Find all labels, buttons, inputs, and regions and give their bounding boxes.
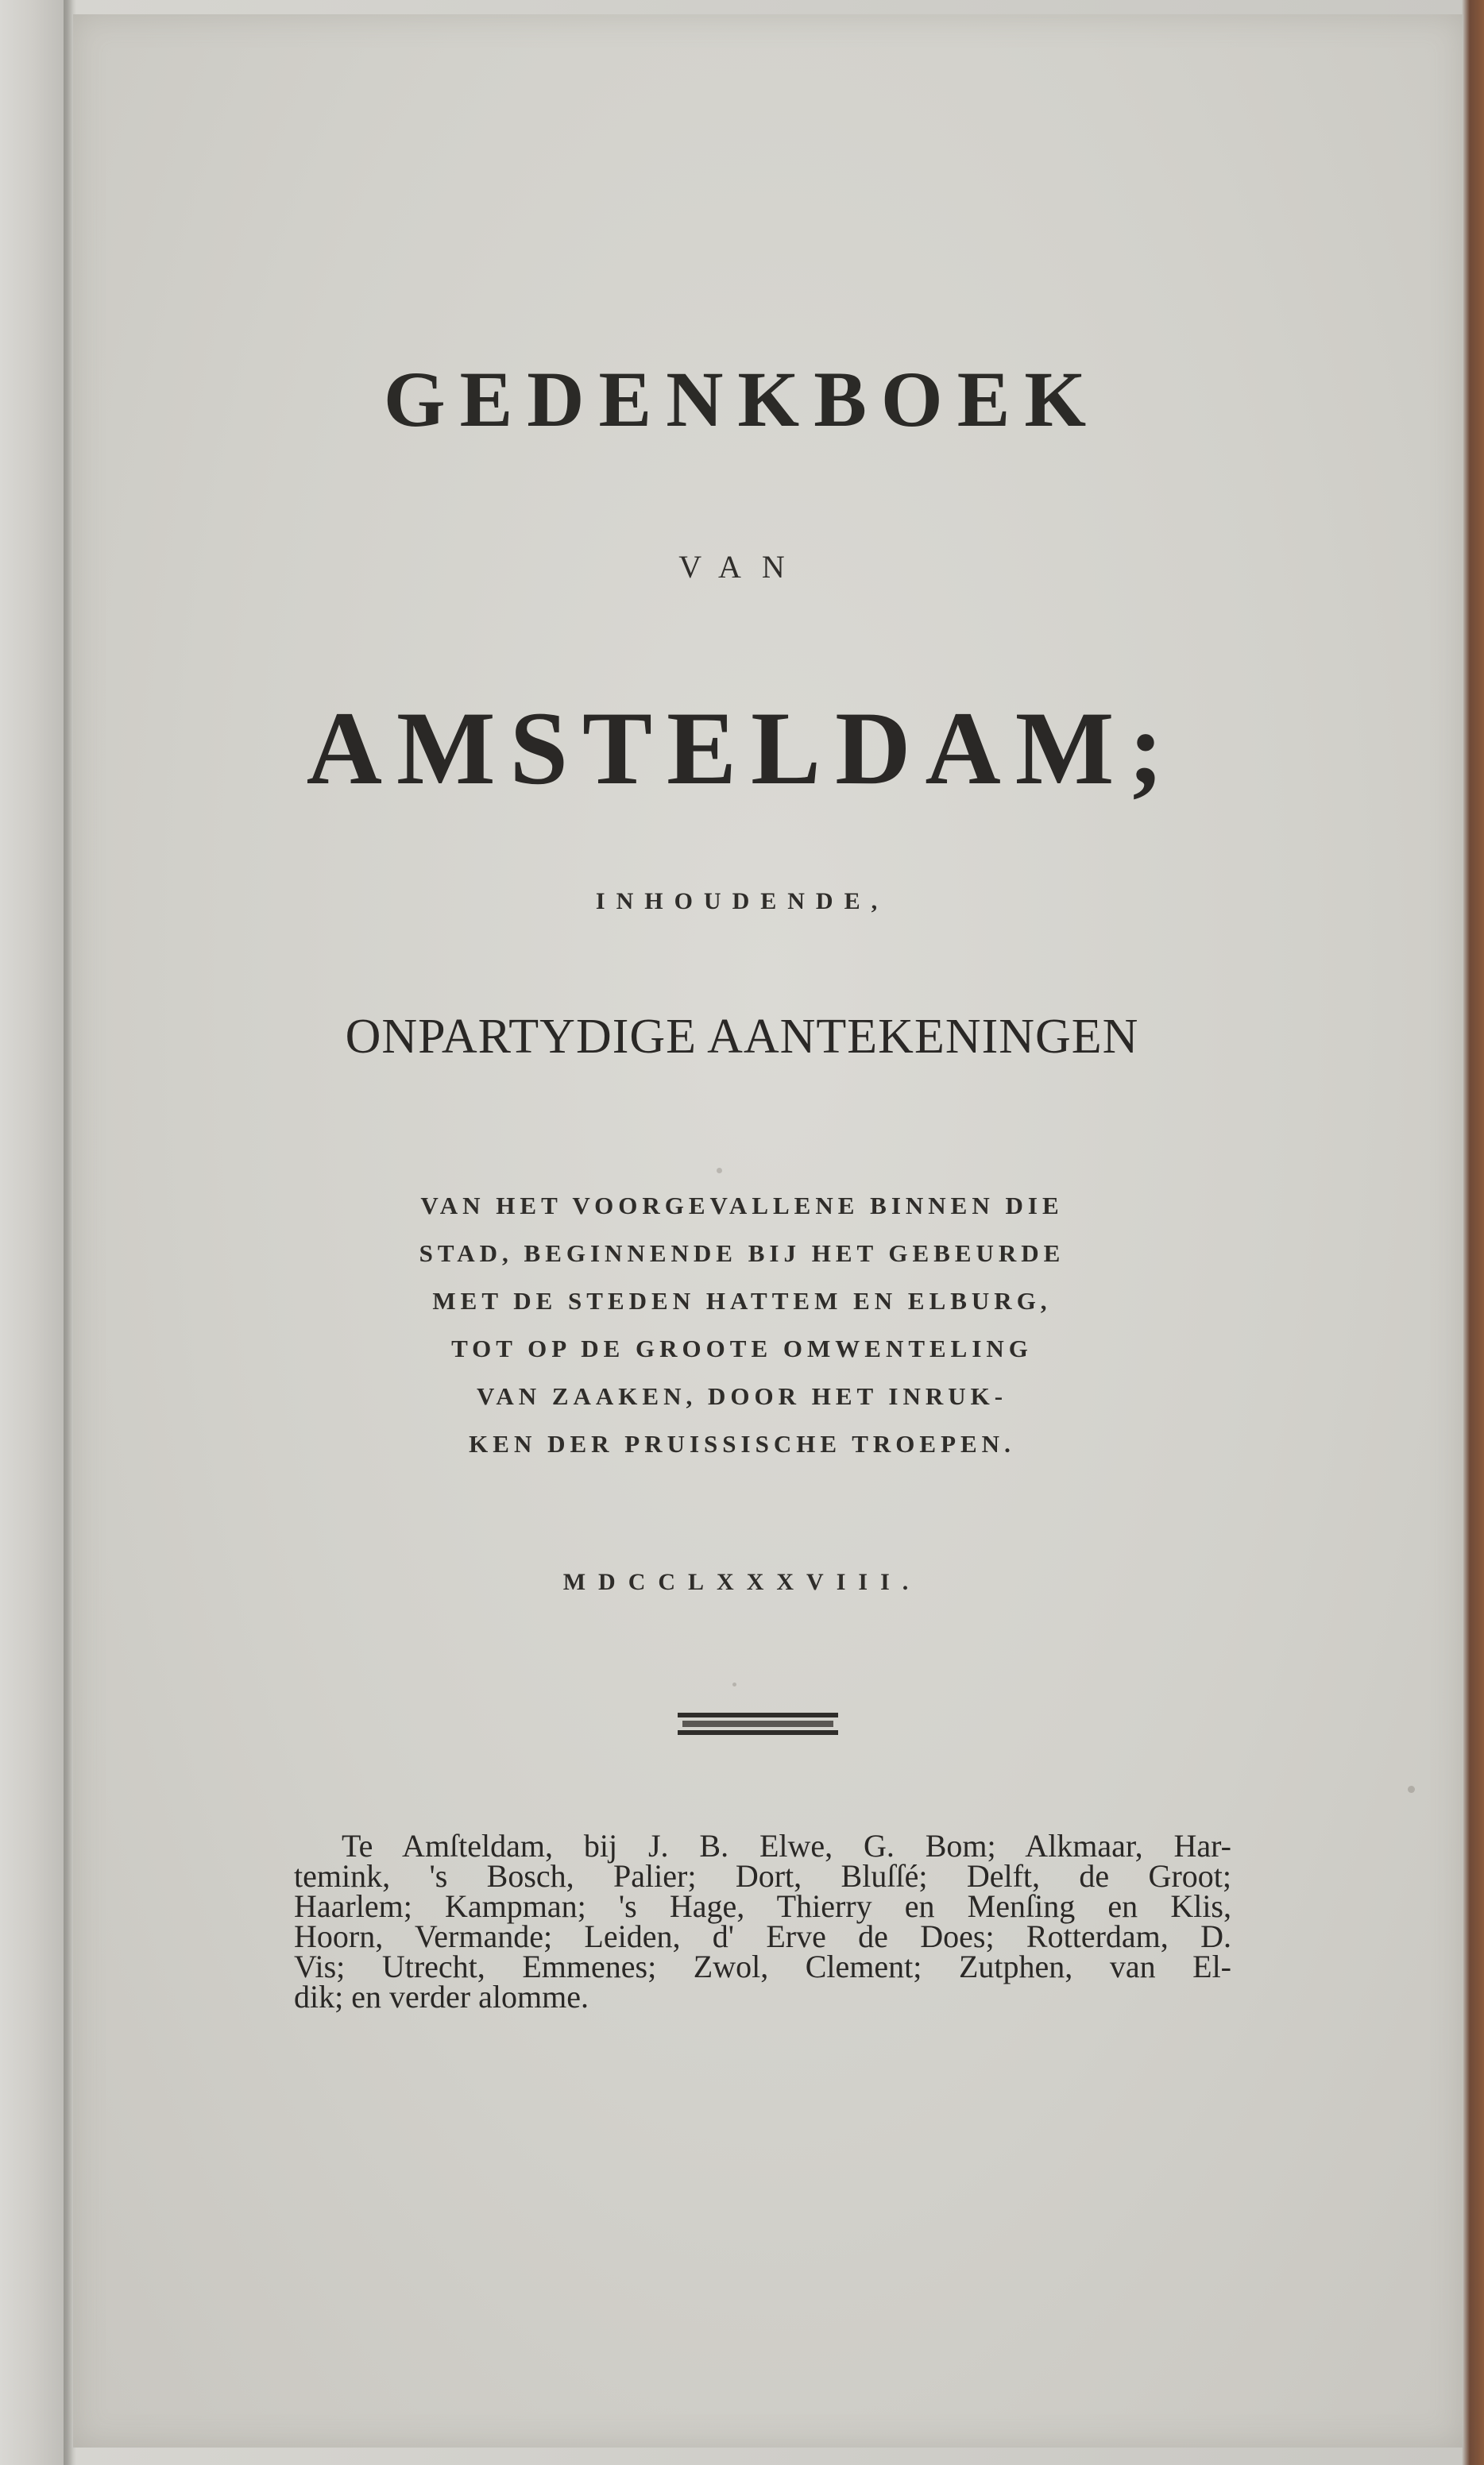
- city-title: AMSTELDAM;: [306, 690, 1178, 806]
- rule-bar: [682, 1721, 833, 1727]
- book-title: GEDENKBOEK: [383, 355, 1101, 443]
- inhoudende-label: INHOUDENDE,: [595, 888, 889, 914]
- subtitle: ONPARTYDIGE AANTEKENINGEN: [345, 1010, 1139, 1064]
- foxing-spot: [717, 1168, 722, 1173]
- imprint-line: dik; en verder alomme.: [294, 1979, 589, 2015]
- description-line: TOT OP DE GROOTE OMWENTELING: [451, 1335, 1033, 1362]
- rule-bar: [678, 1730, 838, 1735]
- title-van: VAN: [678, 549, 806, 585]
- description-line: STAD, BEGINNENDE BIJ HET GEBEURDE: [419, 1239, 1065, 1267]
- imprint-line: Hoorn, Vermande; Leiden, d' Erve de Does; Rotterdam, D.: [294, 1918, 1231, 1954]
- imprint-line: Haarlem; Kampman; 's Hage, Thierry en Menſing en Klis,: [294, 1888, 1231, 1924]
- imprint-line: Vis; Utrecht, Emmenes; Zwol, Clement; Zutphen, van El-: [294, 1949, 1231, 1984]
- foxing-spot: [1408, 1786, 1415, 1793]
- imprint-line: Te Amſteldam, bij J. B. Elwe, G. Bom; Alkmaar, Har-: [342, 1828, 1231, 1864]
- description-line: KEN DER PRUISSISCHE TROEPEN.: [469, 1430, 1015, 1458]
- publication-year: MDCCLXXXVIII.: [562, 1569, 922, 1595]
- foxing-spot: [732, 1683, 736, 1686]
- rule-bar: [678, 1713, 838, 1717]
- description-line: MET DE STEDEN HATTEM EN ELBURG,: [432, 1287, 1052, 1315]
- ornamental-rule: [678, 1713, 838, 1735]
- description-line: VAN ZAAKEN, DOOR HET INRUK-: [476, 1382, 1008, 1410]
- description-line: VAN HET VOORGEVALLENE BINNEN DIE: [420, 1192, 1064, 1219]
- imprint-line: temink, 's Bosch, Palier; Dort, Bluſſé; Delft, de Groot;: [294, 1858, 1231, 1894]
- imprint-block: [294, 1828, 1231, 2015]
